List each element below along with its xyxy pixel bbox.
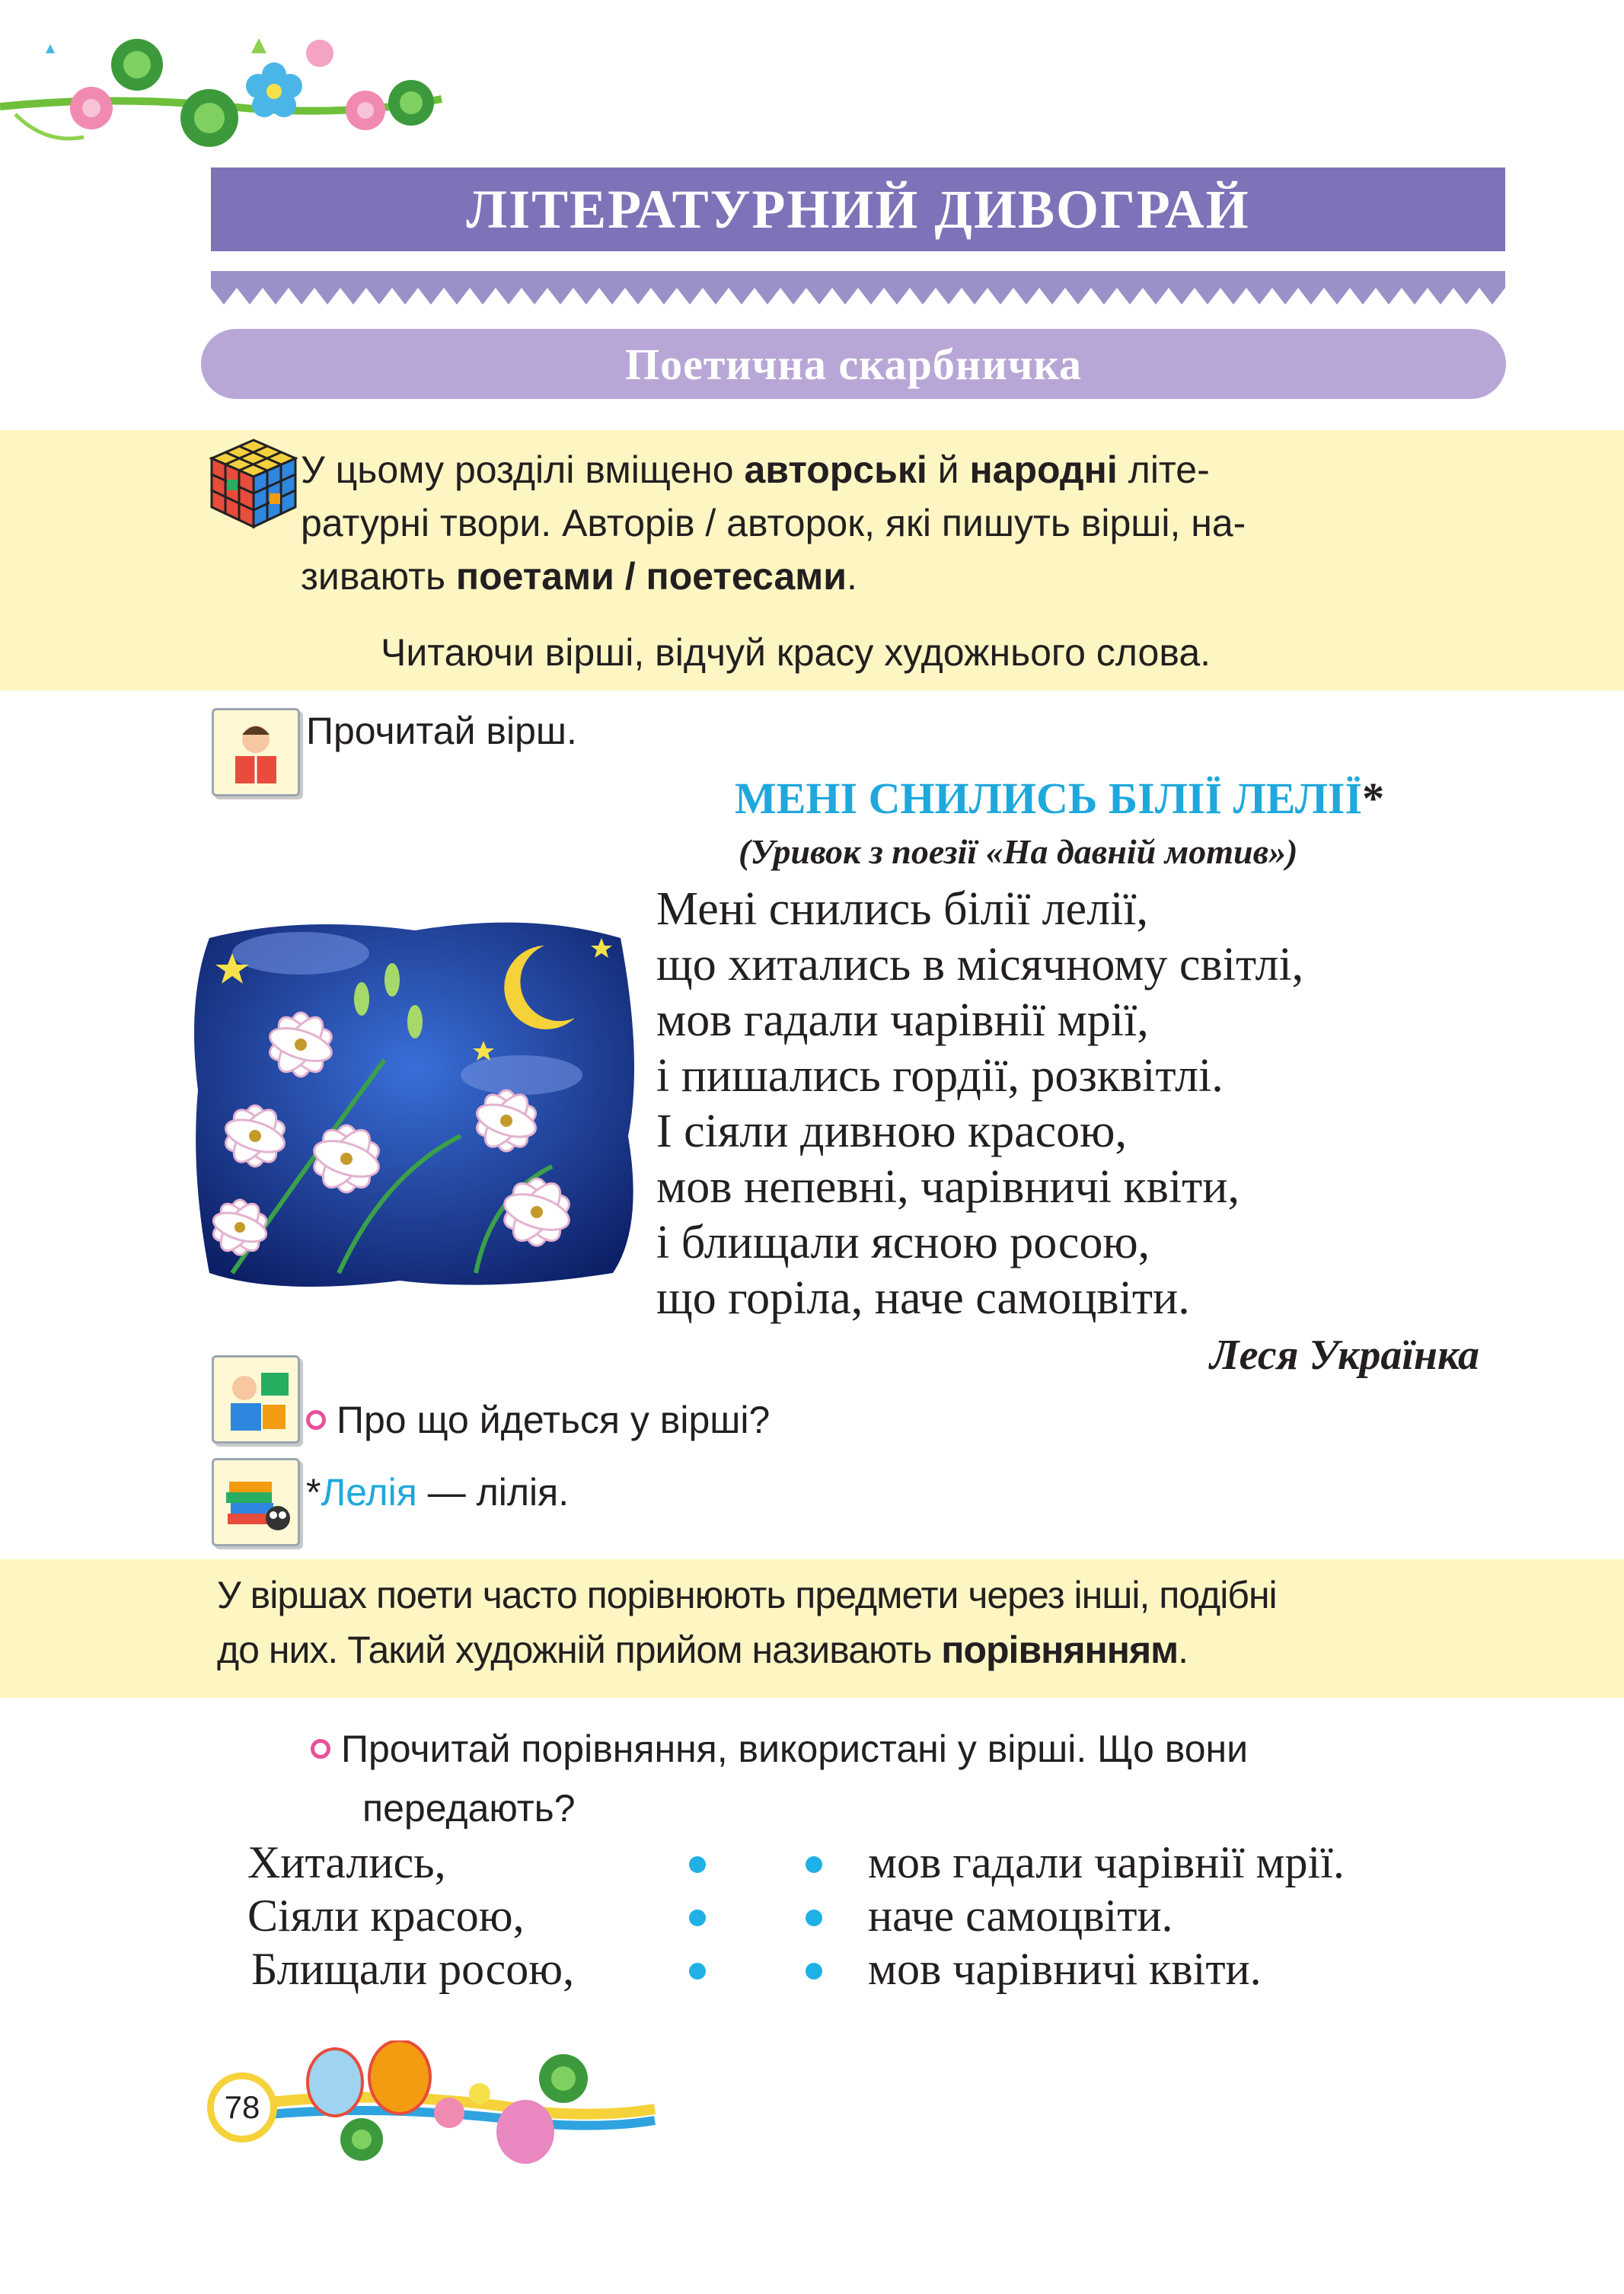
match-dot-left[interactable] — [689, 1856, 706, 1873]
intro-text: й — [927, 448, 970, 491]
question-icon — [212, 1355, 300, 1444]
rubik-cube-icon — [204, 434, 303, 533]
page-number-badge — [207, 2072, 277, 2142]
exercise-line-1 — [311, 1722, 1248, 1776]
intro-text: зивають — [301, 555, 456, 598]
rule-text: до них. Такий художній прийом називають — [217, 1629, 942, 1671]
term-comparison: порівнянням — [941, 1629, 1179, 1671]
page-number: 78 — [224, 2089, 260, 2125]
poem-author: Леся Українка — [1210, 1332, 1479, 1379]
intro-paragraph — [301, 443, 1504, 496]
poem-line: мов гадали чарівнії мрії, — [656, 994, 1149, 1046]
match-dot-right[interactable] — [806, 1910, 822, 1926]
poem-title-text: МЕНІ СНИЛИСЬ БІЛІЇ ЛЕЛІЇ — [735, 774, 1363, 823]
reading-child-icon — [212, 708, 300, 796]
poem-line: Мені снились білії лелії, — [656, 883, 1149, 935]
term-poetesses: поетесами — [646, 555, 847, 598]
books-owl-icon — [212, 1458, 300, 1546]
poem-line: що горіла, наче самоцвіти. — [656, 1272, 1190, 1324]
poem-body — [656, 882, 1303, 1326]
intro-line-2: ратурні твори. Авторів / авторок, які пишуть вірші, на- — [301, 502, 1246, 544]
chapter-title: ЛІТЕРАТУРНИЙ ДИВОГРАЙ — [211, 168, 1505, 251]
bullet-icon — [306, 1410, 326, 1430]
footnote — [306, 1466, 569, 1519]
match-right-item[interactable]: наче самоцвіти. — [868, 1890, 1173, 1941]
match-right-item[interactable]: мов чарівничі квіти. — [868, 1944, 1262, 1994]
task-read-poem: Прочитай вірш. — [306, 710, 577, 752]
footnote-definition: — лілія. — [416, 1471, 570, 1514]
poem-line: і блищали ясною росою, — [656, 1217, 1150, 1268]
match-dot-right[interactable] — [806, 1963, 822, 1980]
match-left-item[interactable]: Сіяли красою, — [247, 1890, 525, 1941]
intro-text: . — [847, 555, 857, 598]
section-title: Поетична скарбничка — [201, 329, 1506, 399]
rule-line-2 — [217, 1623, 1188, 1677]
intro-line-4: Читаючи вірші, відчуй красу художнього слова. — [381, 631, 1211, 674]
term-poets: поетами — [455, 555, 614, 598]
footnote-word: Лелія — [321, 1471, 417, 1514]
exercise-text: Прочитай порівняння, використані у вірші. Що вони — [341, 1728, 1249, 1770]
floral-garland-decoration — [0, 23, 457, 175]
poem-line: І сіяли дивною красою, — [656, 1106, 1128, 1157]
term-folk: народні — [969, 448, 1118, 491]
poem-line: мов непевні, чарівничі квіти, — [656, 1161, 1240, 1213]
night-lilies-illustration — [187, 908, 643, 1296]
footnote-mark: * — [1362, 774, 1385, 823]
poem-title — [735, 773, 1384, 824]
match-right-item[interactable]: мов гадали чарівнії мрії. — [868, 1837, 1345, 1887]
match-dot-right[interactable] — [806, 1856, 822, 1873]
rule-line-1: У віршах поети часто порівнюють предмети через інші, подібні — [217, 1574, 1277, 1616]
intro-text: літе- — [1117, 448, 1210, 491]
exercise-line-2: передають? — [362, 1787, 576, 1830]
poem-subtitle: (Уривок з поезії «На давній мотив») — [739, 832, 1298, 871]
intro-text: / — [614, 555, 646, 598]
poem-line: що хитались в місячному світлі, — [656, 939, 1304, 991]
bullet-icon — [311, 1739, 330, 1759]
zigzag-divider — [211, 271, 1505, 308]
match-dot-left[interactable] — [689, 1963, 706, 1980]
question-text: Про що йдеться у вірші? — [337, 1399, 771, 1441]
match-left-item[interactable]: Хитались, — [247, 1837, 446, 1887]
question-line — [306, 1393, 770, 1447]
footnote-mark: * — [306, 1471, 321, 1514]
intro-line-3 — [301, 550, 857, 603]
rule-text: . — [1178, 1629, 1188, 1671]
match-dot-left[interactable] — [689, 1910, 706, 1926]
term-authorial: авторські — [744, 448, 927, 491]
match-left-item[interactable]: Блищали росою, — [251, 1944, 575, 1994]
poem-line: і пишались гордії, розквітлі. — [656, 1050, 1224, 1102]
intro-text: У цьому розділі вміщено — [301, 448, 745, 491]
